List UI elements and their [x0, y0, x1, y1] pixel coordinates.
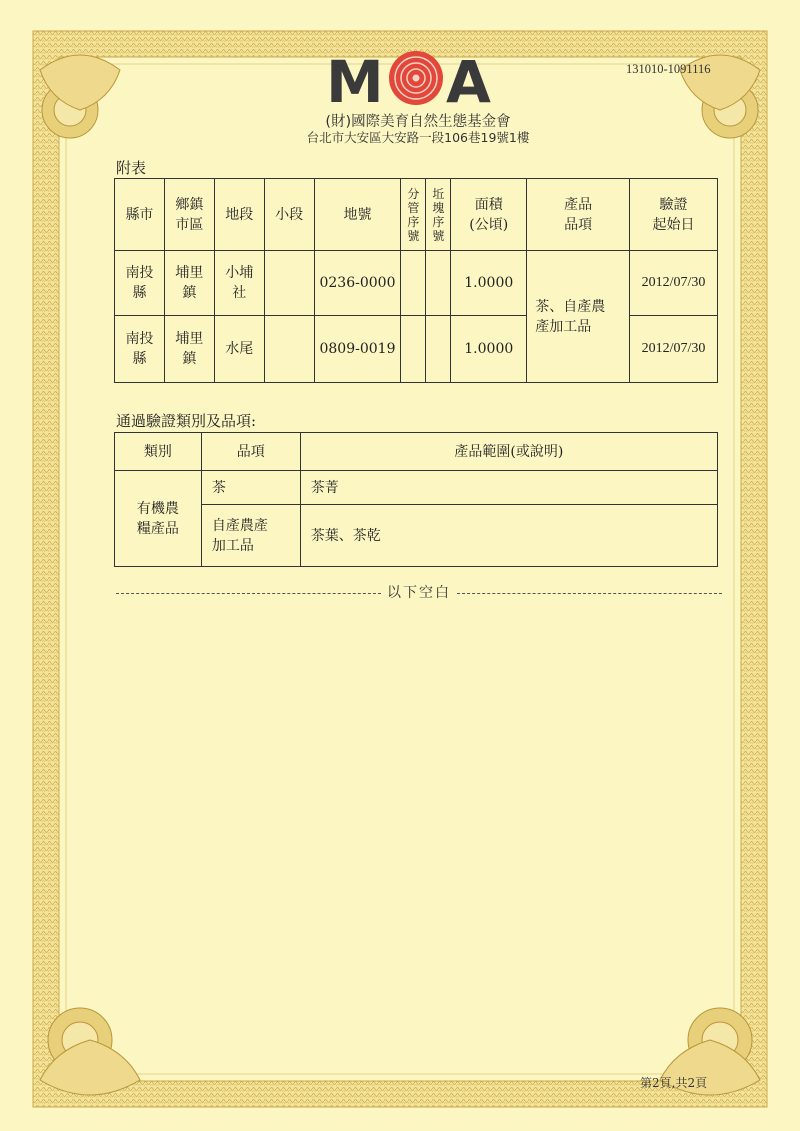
- table-header-row: [115, 433, 718, 471]
- header-category: 類別: [115, 433, 202, 471]
- cell-text: 縣: [132, 285, 147, 301]
- header-lot-number: 地號: [314, 179, 401, 251]
- cell-plot-number: [426, 251, 451, 316]
- cell-text: 小埔: [225, 265, 254, 281]
- cell-scope: 茶葉、茶乾: [300, 505, 717, 567]
- cell-text: 水尾: [225, 341, 254, 357]
- corner-ornament-bottom-left: [40, 1008, 140, 1095]
- cell-area: 1.0000: [451, 251, 527, 316]
- header-sub-number-text: 分管序號: [407, 186, 420, 243]
- header-sub-number: [401, 179, 426, 251]
- cell-section: [214, 251, 264, 316]
- cell-text: 縣: [132, 351, 147, 367]
- organization-name: (財)國際美育自然生態基金會: [325, 114, 511, 130]
- cell-start-date: 2012/07/30: [630, 316, 718, 383]
- cell-lot-number: 0236-0000: [314, 251, 401, 316]
- logo-circle-icon: [388, 50, 444, 106]
- cell-area: 1.0000: [451, 316, 527, 383]
- cell-start-date: 2012/07/30: [630, 251, 718, 316]
- table-row: [115, 471, 718, 505]
- cell-text: 茶、自產農: [535, 298, 606, 315]
- cell-text: 茶: [211, 479, 226, 496]
- land-parcel-table: [114, 178, 718, 383]
- cell-sub-number: [401, 316, 426, 383]
- cell-text: 自產農產: [211, 517, 268, 534]
- cell-county: [115, 316, 165, 383]
- logo-letter-m: M: [326, 48, 386, 116]
- cell-lot-number: 0809-0019: [314, 316, 401, 383]
- page-number: 第2頁,共2頁: [640, 1076, 708, 1090]
- cell-category: [115, 471, 202, 567]
- header-plot-number: [426, 179, 451, 251]
- cell-sub-number: [401, 251, 426, 316]
- logo-letter-a: A: [446, 48, 493, 116]
- cell-subsection: [264, 316, 314, 383]
- certificate-number: 131010-1091116: [626, 62, 711, 76]
- cell-plot-number: [426, 316, 451, 383]
- blank-below-marker: [116, 582, 722, 602]
- dash-line-left: [116, 593, 381, 594]
- cell-text: 加工品: [211, 537, 254, 554]
- header-township-line2: 市區: [175, 216, 204, 233]
- header-product-line1: 產品: [564, 196, 593, 213]
- header-county: 縣市: [115, 179, 165, 251]
- cell-section: [214, 316, 264, 383]
- cell-product-merged: [527, 251, 630, 383]
- cell-text: 埔里: [175, 265, 204, 281]
- dash-line-right: [457, 593, 722, 594]
- header-area-line2: (公頃): [469, 216, 509, 233]
- cell-item: [201, 505, 300, 567]
- header-start-date-line1: 驗證: [659, 196, 688, 213]
- cell-item: [201, 471, 300, 505]
- header-item: 品項: [201, 433, 300, 471]
- header-product-line2: 品項: [564, 216, 593, 233]
- header-area-line1: 面積: [474, 196, 503, 213]
- blank-below-text: 以下空白: [387, 585, 451, 601]
- cell-text: 南投: [125, 331, 154, 347]
- organization-address: 台北市大安區大安路一段106巷19號1樓: [306, 130, 530, 145]
- header-product: [527, 179, 630, 251]
- cell-township: [164, 251, 214, 316]
- table-row: [115, 251, 718, 316]
- cell-text: 社: [232, 285, 247, 301]
- header-area: [451, 179, 527, 251]
- header-start-date-line2: 起始日: [652, 216, 695, 233]
- header-subsection: 小段: [264, 179, 314, 251]
- header-section: 地段: [214, 179, 264, 251]
- cell-text: 糧產品: [136, 520, 179, 537]
- cell-text: 鎮: [182, 285, 197, 301]
- certification-table: [114, 432, 718, 567]
- header-scope: 產品範圍(或說明): [300, 433, 717, 471]
- certification-title: 通過驗證類別及品項:: [116, 412, 257, 430]
- header-plot-number-text: 坵塊序號: [432, 186, 445, 243]
- cell-subsection: [264, 251, 314, 316]
- header-township-line1: 鄉鎮: [175, 196, 204, 213]
- corner-ornament-top-left: [40, 55, 120, 138]
- cell-scope: 茶菁: [300, 471, 717, 505]
- cell-text: 南投: [125, 265, 154, 281]
- header-township: [164, 179, 214, 251]
- moa-logo: [326, 44, 506, 114]
- cell-township: [164, 316, 214, 383]
- header-start-date: [630, 179, 718, 251]
- appendix-title: 附表: [116, 159, 147, 177]
- cell-text: 鎮: [182, 351, 197, 367]
- cell-text: 埔里: [175, 331, 204, 347]
- cell-text: 產加工品: [535, 318, 592, 335]
- table-header-row: [115, 179, 718, 251]
- cell-county: [115, 251, 165, 316]
- cell-text: 有機農: [136, 500, 179, 517]
- table-row: [115, 505, 718, 567]
